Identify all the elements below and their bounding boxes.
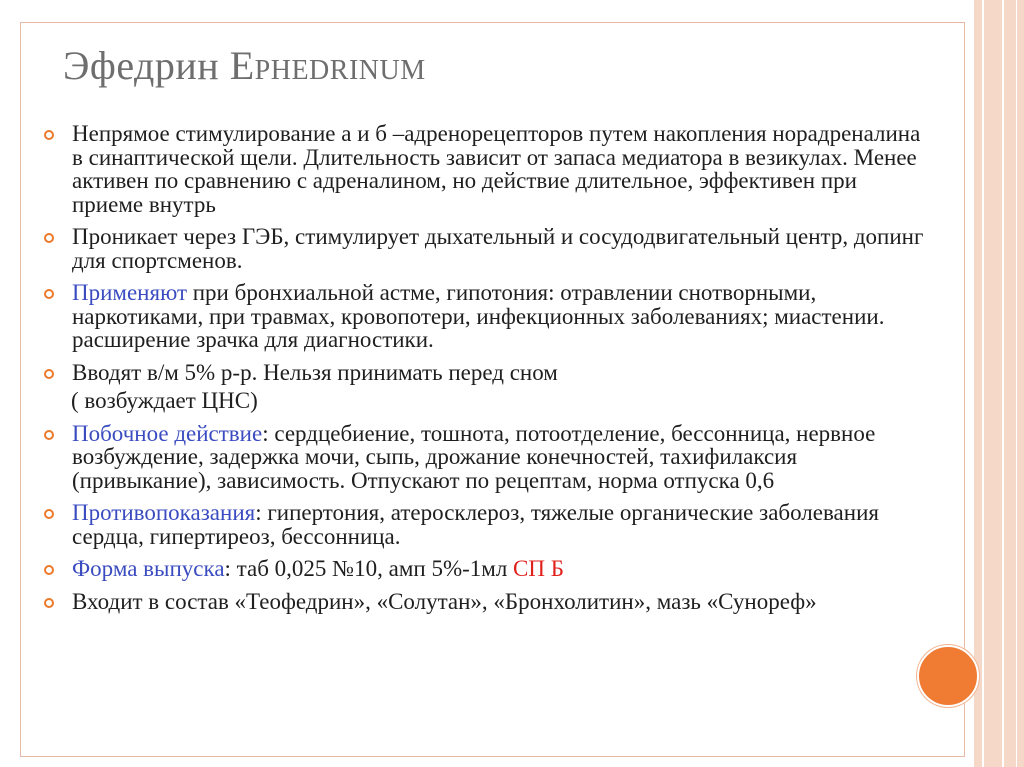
list-item [44,501,924,548]
prescription-code: СП Б [513,556,564,581]
slide-title [63,42,426,89]
decorative-circle [917,645,979,707]
list-item [44,422,924,493]
bullet-list [44,122,924,622]
bullet-text: : гипертония, атеросклероз, тяжелые органические заболевания сердца, гипертиреоз, бессонница. [72,500,879,549]
list-item [44,281,924,352]
stripe-line [1002,0,1004,767]
bullet-icon [44,509,54,519]
highlight-term: Противопоказания [72,500,256,525]
bullet-text: Входит в состав «Теофедрин», «Солутан», «Бронхолитин», мазь «Сунореф» [72,588,817,614]
bullet-text: Проникает через ГЭБ, стимулирует дыхательный и сосудодвигательный центр, допинг для спортсменов. [72,224,924,273]
bullet-icon [44,233,54,243]
list-item [44,361,924,385]
highlight-term: Форма выпуска [72,556,225,581]
bullet-text: при бронхиальной астме, гипотония: отравлении снотворными, наркотиками, при травмах, кровопотери, инфекционных заболеваниях; миастении. расширение зрачка для диагностики. [72,280,885,352]
list-item [44,225,924,272]
list-item [44,122,924,216]
highlight-term: Применяют [72,280,187,305]
decorative-stripes [974,0,1024,767]
bullet-text: : сердцебиение, тошнота, потоотделение, бессонница, нервное возбуждение, задержка мочи, сыпь, дрожание конечностей, тахифилаксия (привыкание), зависимость. Отпускают по рецептам, норма отпуска 0,6 [72,420,876,493]
bullet-icon [44,430,54,440]
bullet-icon [44,289,54,299]
bullet-icon [44,369,54,379]
bullet-icon [44,565,54,575]
bullet-text: Непрямое стимулирование а и б –адренорецепторов путем накопления норадреналина в синаптической щели. Длительность зависит от запаса медиатора в везикулах. Менее активен по сравнению с адреналином, но действие длительное, эффективен при приеме внутрь [72,121,921,217]
title-latin: Ephedrinum [229,43,426,88]
list-item [44,590,924,614]
list-item-continuation [44,389,924,413]
bullet-text: ( возбуждает ЦНС) [71,388,258,413]
bullet-text: Вводят в/м 5% р-р. Нельзя принимать перед сном [72,359,558,385]
bullet-text: : таб 0,025 №10, амп 5%-1мл [224,556,514,581]
stripe-line [982,0,984,767]
list-item [44,557,924,581]
highlight-term: Побочное действие [72,420,263,446]
stripe-line [1016,0,1017,767]
bullet-icon [44,598,54,608]
title-main: Эфедрин [63,43,220,88]
bullet-icon [44,130,54,140]
